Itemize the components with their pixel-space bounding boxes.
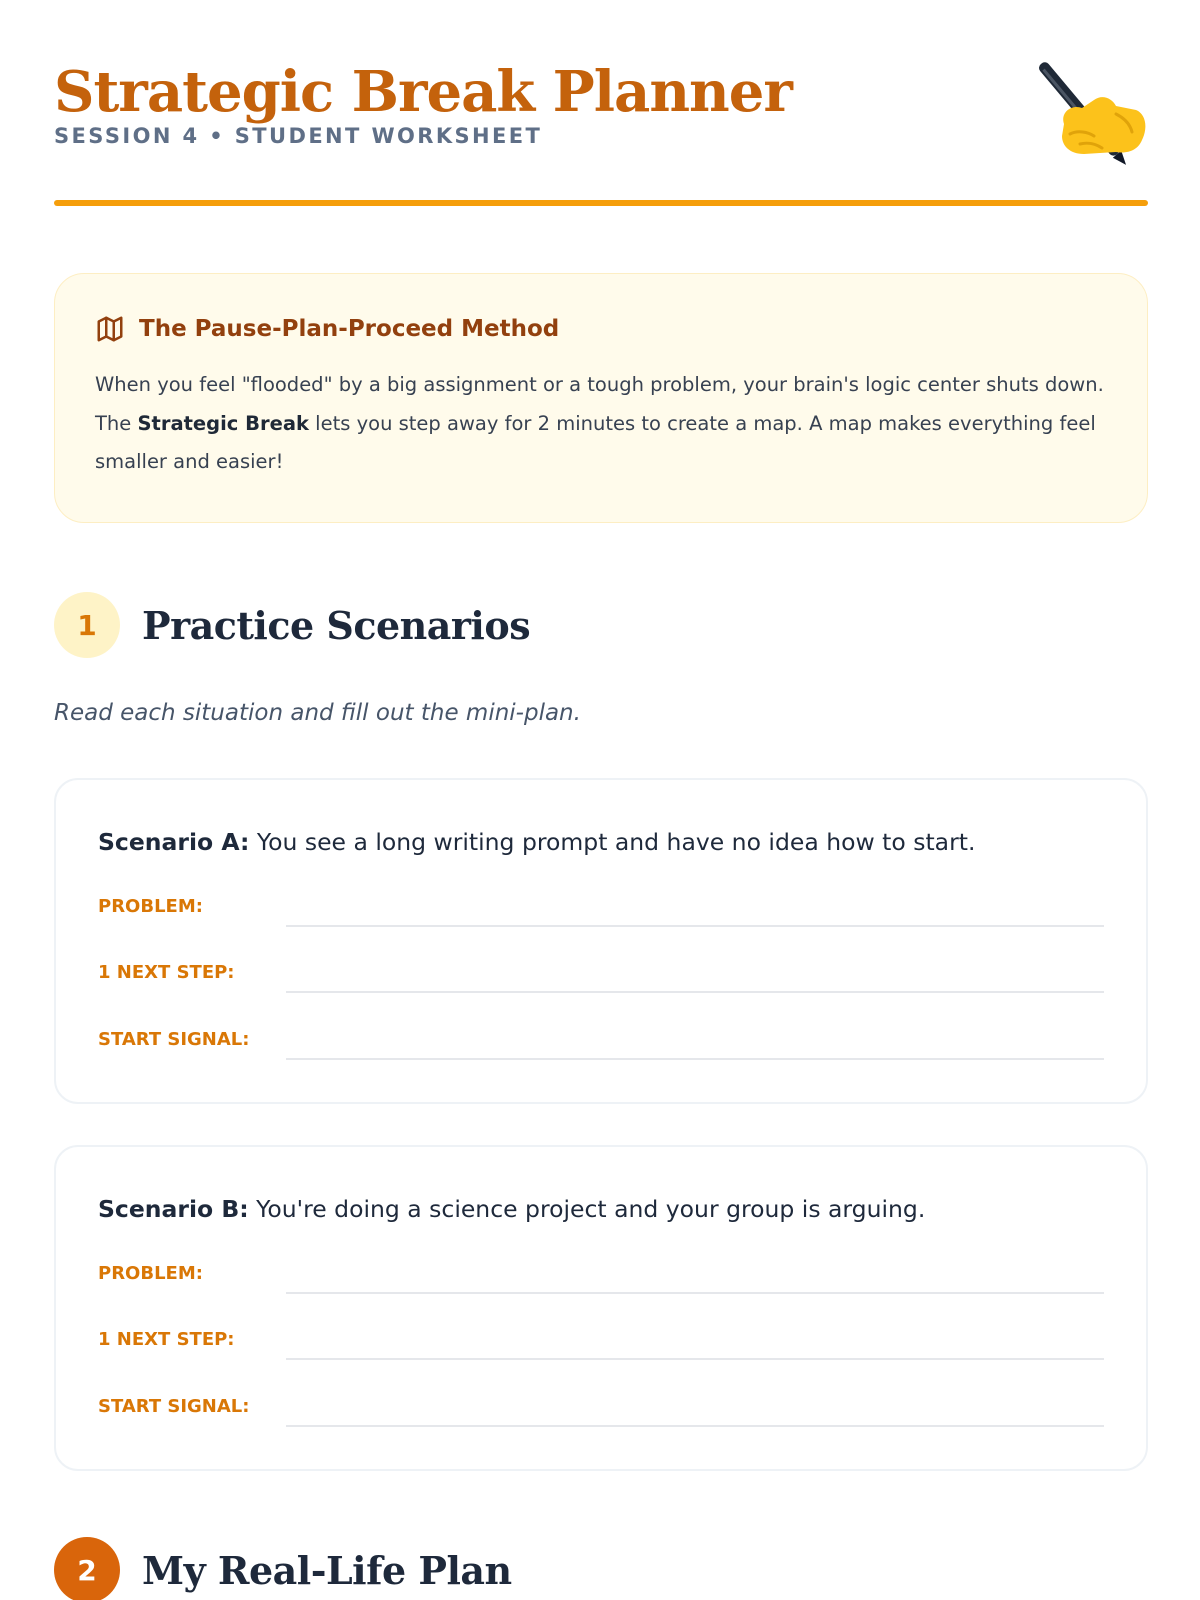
scenario-card-b [54,1145,1148,1471]
field-label: PROBLEM: [98,895,203,917]
start-signal-answer-line[interactable] [286,1384,1104,1427]
problem-field [98,1227,1104,1294]
callout-text-part1: When you feel "flooded" by a big assignment or a tough problem, your brain's logic center shuts down. The [95,373,1104,435]
problem-answer-line[interactable] [286,884,1104,927]
callout-body [95,366,1107,482]
header-divider [54,200,1148,206]
start-signal-field [98,1360,1104,1427]
scenario-label: Scenario B: [98,1195,249,1223]
callout-text-part2: lets you step away for 2 minutes to create a map. A map makes everything feel smaller and easier! [95,411,1096,473]
callout-title: The Pause-Plan-Proceed Method [139,316,560,342]
next-step-field [98,927,1104,994]
section-number-badge: 1 [54,592,120,658]
field-label: 1 NEXT STEP: [98,962,235,983]
section-1-heading [54,592,530,658]
callout-header [95,314,1107,344]
start-signal-field [98,993,1104,1060]
method-callout [54,273,1148,523]
section-title: Practice Scenarios [142,602,531,648]
field-label: 1 NEXT STEP: [98,1329,235,1350]
section-number-badge: 2 [54,1537,120,1600]
next-step-answer-line[interactable] [286,1317,1104,1360]
scenario-card-a [54,778,1148,1104]
next-step-answer-line[interactable] [286,950,1104,993]
field-label: PROBLEM: [98,1262,203,1284]
page-title: Strategic Break Planner [54,59,792,125]
problem-field [98,860,1104,927]
field-label: START SIGNAL: [98,1028,250,1050]
field-label: START SIGNAL: [98,1395,250,1417]
problem-answer-line[interactable] [286,1251,1104,1294]
worksheet-header [54,59,1148,212]
section-2-heading [54,1537,512,1600]
page-subtitle: SESSION 4 • STUDENT WORKSHEET [54,124,543,148]
scenario-text: You're doing a science project and your group is arguing. [248,1195,926,1223]
scenario-prompt [98,824,1104,860]
scenario-text: You see a long writing prompt and have no idea how to start. [249,828,976,856]
writing-hand-icon [1024,54,1148,172]
start-signal-answer-line[interactable] [286,1017,1104,1060]
scenario-label: Scenario A: [98,828,250,856]
callout-text-bold: Strategic Break [137,411,309,435]
instructions-text: Read each situation and fill out the mini-plan. [54,700,581,726]
next-step-field [98,1294,1104,1361]
section-title: My Real-Life Plan [142,1547,512,1593]
scenario-prompt [98,1191,1104,1227]
map-icon [95,314,125,344]
